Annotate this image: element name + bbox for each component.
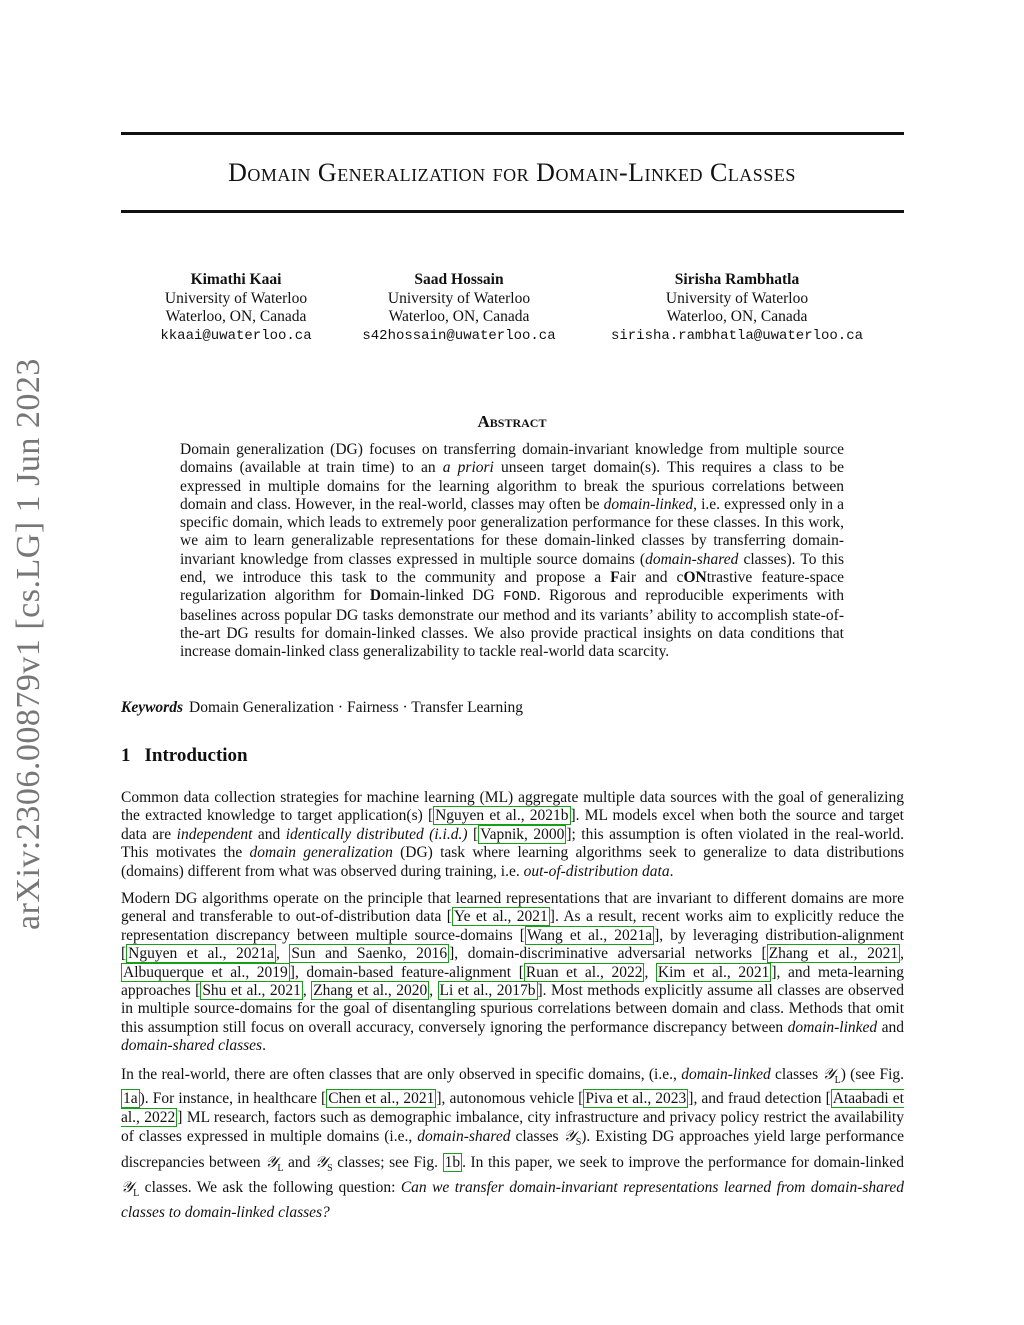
title-rule-bottom [121, 210, 904, 213]
citation-link[interactable]: Zhang et al., 2021 [768, 945, 899, 963]
citation-link[interactable]: Kim et al., 2021 [657, 963, 770, 981]
author-affiliation: University of Waterloo [164, 289, 308, 307]
citation-link[interactable]: Shu et al., 2021 [202, 982, 301, 1000]
math-symbol: 𝒴 [563, 1127, 576, 1145]
paper-title: Domain Generalization for Domain-Linked Classes [228, 158, 796, 187]
keywords-list: Domain Generalization · Fairness · Transfer Learning [189, 699, 524, 716]
author-name: Saad Hossain [414, 271, 504, 288]
figure-link[interactable]: 1a [123, 1090, 138, 1108]
paragraph: Common data collection strategies for machine learning (ML) aggregate multiple data sources with the goal of generalizing the extracted knowledge to target application(s) [ Nguyen et al., 2021b ]. ML models excel when both the source and target data are independent and identically distributed (i.i.d.) [ Vapnik, 2000 ]; this assumption is often violated in the real-world. This motivates the domain generalization (DG) task where learning algorithms seek to generalize to data distributions (domains) different from what was observed during training, i.e. out-of-distribution data. [121, 789, 904, 880]
section-title: Introduction [144, 745, 248, 766]
abstract-text: Domain generalization (DG) focuses on transferring domain-invariant knowledge from multiple source domains (available at train time) to an a priori unseen target domain(s). This requires a class to be expressed in multiple domains for the learning algorithm to break the spurious correlations between domain and class. However, in the real-world, classes may often be domain-linked, i.e. expressed only in a specific domain, which leads to extremely poor generalization performance for these classes. In this work, we aim to learn generalizable representations for these domain-linked classes by transferring domain-invariant knowledge from classes expressed in multiple source domains (domain-shared classes). To this end, we introduce this task to the community and propose a Fair and cONtrastive feature-space regularization algorithm for Domain-linked DG FOND. Rigorous and reproducible experiments with baselines across popular DG tasks demonstrate our method and its variants’ ability to accomplish state-of-the-art DG results for domain-linked classes. We also provide practical insights on data conditions that increase domain-linked class generalizability to tackle real-world data scarcity. [180, 441, 845, 661]
math-symbol: 𝒴 [822, 1064, 835, 1083]
author-location: Waterloo, ON, Canada [666, 308, 808, 325]
title-rule-top [121, 132, 904, 135]
author-email[interactable]: s42hossain@uwaterloo.ca [362, 327, 556, 344]
abstract-heading: Abstract [477, 412, 547, 431]
citation-link[interactable]: Ye et al., 2021 [453, 908, 548, 926]
citation-link[interactable]: Albuquerque et al., 2019 [123, 963, 288, 981]
citation-link[interactable]: Vapnik, 2000 [480, 825, 565, 843]
author-affiliation: University of Waterloo [665, 289, 809, 307]
author-email[interactable]: sirisha.rambhatla@uwaterloo.ca [610, 327, 864, 344]
citation-link[interactable]: Wang et al., 2021a [526, 926, 653, 944]
keywords [121, 699, 523, 717]
citation-link[interactable]: Li et al., 2017b [439, 982, 536, 1000]
arxiv-stamp: arXiv:2306.00879v1 [cs.LG] 1 Jun 2023 [10, 358, 47, 930]
figure-link[interactable]: 1b [444, 1153, 461, 1171]
citation-link[interactable]: Piva et al., 2023 [585, 1090, 687, 1108]
citation-link[interactable]: Nguyen et al., 2021b [435, 807, 569, 825]
author-location: Waterloo, ON, Canada [388, 308, 530, 325]
paragraph: In the real-world, there are often classes that are only observed in specific domains, (i.e., domain-linked classes 𝒴$_L$) (see Fig. 1a ). For instance, in healthcare [ Chen et al., 2021 ], autonomous vehicle [ Piva et al., 2023 ], and fraud detection [ Ataabadi et al., 2022 ] ML research, factors such as demographic imbalance, city infrastructure and privacy policy restrict the availability of classes expressed in multiple domains (i.e., domain-shared classes 𝒴$_S$). Existing DG approaches yield large performance discrepancies between 𝒴$_L$ and 𝒴$_S$ classes; see Fig. 1b . In this paper, we seek to improve the performance for domain-linked 𝒴$_L$ classes. We ask the following question: Can we transfer domain-invariant representations learned from domain-shared classes to domain-linked classes? [121, 1064, 904, 1221]
author-name: Sirisha Rambhatla [674, 271, 800, 288]
section-heading [121, 745, 248, 767]
citation-link[interactable]: Ataabadi et al., 2022 [121, 1090, 904, 1126]
citation-link[interactable]: Ruan et al., 2022 [525, 963, 643, 981]
math-symbol: 𝒴 [314, 1152, 328, 1171]
author-affiliation: University of Waterloo [387, 289, 531, 307]
citation-link[interactable]: Sun and Saenko, 2016 [291, 945, 448, 963]
author-location: Waterloo, ON, Canada [165, 308, 307, 325]
math-symbol: 𝒴 [265, 1152, 278, 1171]
citation-link[interactable]: Zhang et al., 2020 [313, 982, 428, 1000]
keywords-label: Keywords [121, 699, 183, 716]
author-block [136, 271, 336, 345]
author-block [592, 271, 882, 345]
paragraph: Modern DG algorithms operate on the principle that learned representations that are invariant to different domains are more general and transferable to out-of-distribution data [ Ye et al., 2021 ]. As a result, recent works aim to explicitly reduce the representation discrepancy between multiple source-domains [ Wang et al., 2021a ], by leveraging distribution-alignment [ Nguyen et al., 2021a , Sun and Saenko, 2016 ], domain-discriminative adversarial networks [ Zhang et al., 2021 , Albuquerque et al., 2019 ], domain-based feature-alignment [ Ruan et al., 2022 , Kim et al., 2021 ], and meta-learning approaches [ Shu et al., 2021 , Zhang et al., 2020 , Li et al., 2017b ]. Most methods explicitly assume all classes are observed in multiple source-domains for the goal of disentangling spurious correlations between domain and class. Methods that omit this assumption still focus on overall accuracy, conversely ignoring the performance discrepancy between domain-linked and domain-shared classes. [121, 890, 905, 1055]
citation-link[interactable]: Nguyen et al., 2021a [128, 945, 274, 963]
citation-link[interactable]: Chen et al., 2021 [328, 1090, 435, 1108]
section-number: 1 [121, 745, 131, 766]
method-name: FOND [503, 589, 537, 606]
intro-body [121, 789, 904, 1231]
author-name: Kimathi Kaai [190, 271, 282, 288]
author-block [349, 271, 569, 345]
author-email[interactable]: kkaai@uwaterloo.ca [160, 327, 312, 344]
math-symbol: 𝒴 [121, 1178, 134, 1196]
